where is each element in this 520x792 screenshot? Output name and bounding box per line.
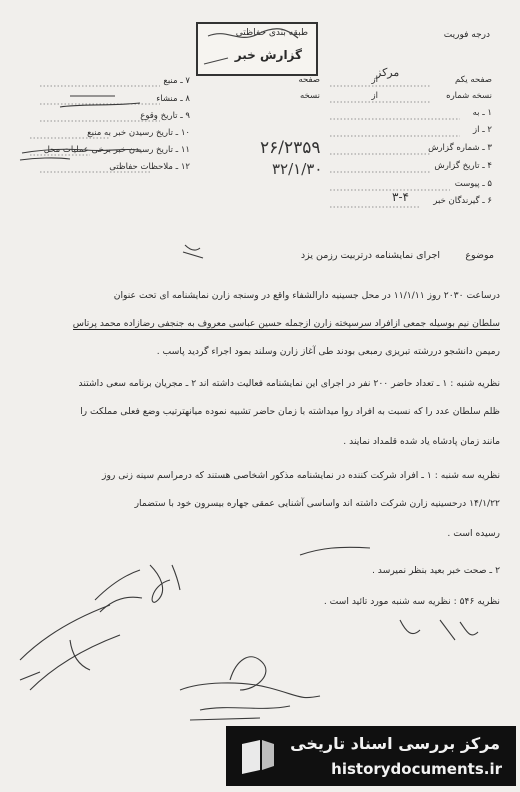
field-date-reached-ops: ۱۱ ـ تاریخ رسیدن خبر برخی عملیات محل [43, 145, 190, 155]
body-line-5: ظلم سلطان عدد را که نسبت به افراد روا میداشته با زمان حاضر تشبیه نموده میانهترتیب وضع فعلی مملکت را [80, 406, 500, 417]
priority-label: درجه فوریت [443, 30, 490, 40]
subject-text: اجرای نمایشنامه درتربیت رزمن یزد [300, 250, 440, 261]
body-line-8: ۱۴/۱/۲۲ درحسینیه زارن شرکت داشته اند واساسی آشنایی عمقی جهاره بیسرون خود با ستضمار [134, 498, 500, 509]
field-report-date: ۴ ـ تاریخ گزارش [434, 161, 492, 171]
subject-label: موضوع [465, 250, 494, 261]
field-copy-number: نسخه شماره [446, 91, 492, 101]
field-page: صفحه یکم [455, 75, 492, 85]
of-label: از [371, 75, 378, 85]
handwritten-report-number: ۲۶/۲۳۵۹ [260, 138, 321, 158]
handwritten-report-date: ۳۲/۱/۳۰ [272, 160, 323, 178]
stamp-classification-text: طبقه بندی حفاظتی [235, 28, 308, 38]
body-line-6: مانند زمان پادشاه یاد شده قلمداد نمایند . [343, 436, 500, 447]
archive-watermark [226, 726, 516, 786]
body-line-10: ۲ ـ صحت خبر بعید بنظر نمیرسد . [371, 565, 500, 576]
field-from: ۲ ـ از [473, 125, 492, 135]
field-report-number: ۳ ـ شماره گزارش [428, 143, 492, 153]
field-attachment: ۵ ـ پیوست [454, 179, 492, 189]
body-line-1: درساعت ۲۰۳۰ روز ۱۱/۱/۱۱ در محل جسینیه دارالشفاء واقع در وسنجه زارن نمایشنامه ای تحت عنوان [113, 290, 500, 301]
field-source: ۷ ـ منبع [163, 76, 190, 86]
field-date-reached-source: ۱۰ ـ تاریخ رسیدن خبر به منبع [87, 128, 190, 138]
field-security-notes: ۱۲ ـ ملاحظات حفاظتی [109, 162, 190, 172]
body-line-2: سلطان نیم بوسیله جمعی ازافراد سرسپخته زارن ازجمله حسین عباسی معروف به جنجفی رضازاده محمد پرتاس [72, 318, 500, 329]
body-line-3: رمیمن دانشجو دررشته تبریزی رمبعی بودند طی آغاز زارن وسلند بمود اجراء گردید پاسب . [156, 346, 500, 357]
body-line-4: نظریه شنبه : ۱ ـ تعداد حاضر ۲۰۰ نفر در اجرای این نمایشنامه فعالیت داشته اند ۲ ـ مجریان برنامه سعی داشتند [78, 378, 500, 389]
archive-org-name: مرکز بررسی اسناد تاریخی [290, 734, 500, 753]
page-label: صفحه [298, 75, 320, 85]
copy-label: نسخه [300, 91, 320, 101]
field-origin: ۸ ـ منشاء [156, 94, 190, 104]
field-incident-date: ۹ ـ تاریخ وقوع [140, 111, 190, 121]
body-line-11: نظریه ۵۴۶ : نظریه سه شنبه مورد تائید است . [323, 596, 500, 607]
body-line-7: نظریه سه شنبه : ۱ ـ افراد شرکت کننده در نمایشنامه مذکور اشخاصی هستند که درمراسم سینه زنی روز [102, 470, 500, 481]
field-to: ۱ ـ به [472, 108, 492, 118]
stamp-title: گزارش خبر [234, 48, 302, 62]
archive-logo-icon [238, 736, 278, 776]
of-label-copy: از [371, 91, 378, 101]
handwritten-recipients: ۳-۴ [392, 190, 409, 204]
archive-website: historydocuments.ir [331, 760, 502, 778]
body-line-9: رسیده است . [447, 528, 500, 539]
field-recipients: ۶ ـ گیرندگان خبر [433, 196, 492, 206]
handwritten-page-to: مرکز [376, 66, 400, 79]
